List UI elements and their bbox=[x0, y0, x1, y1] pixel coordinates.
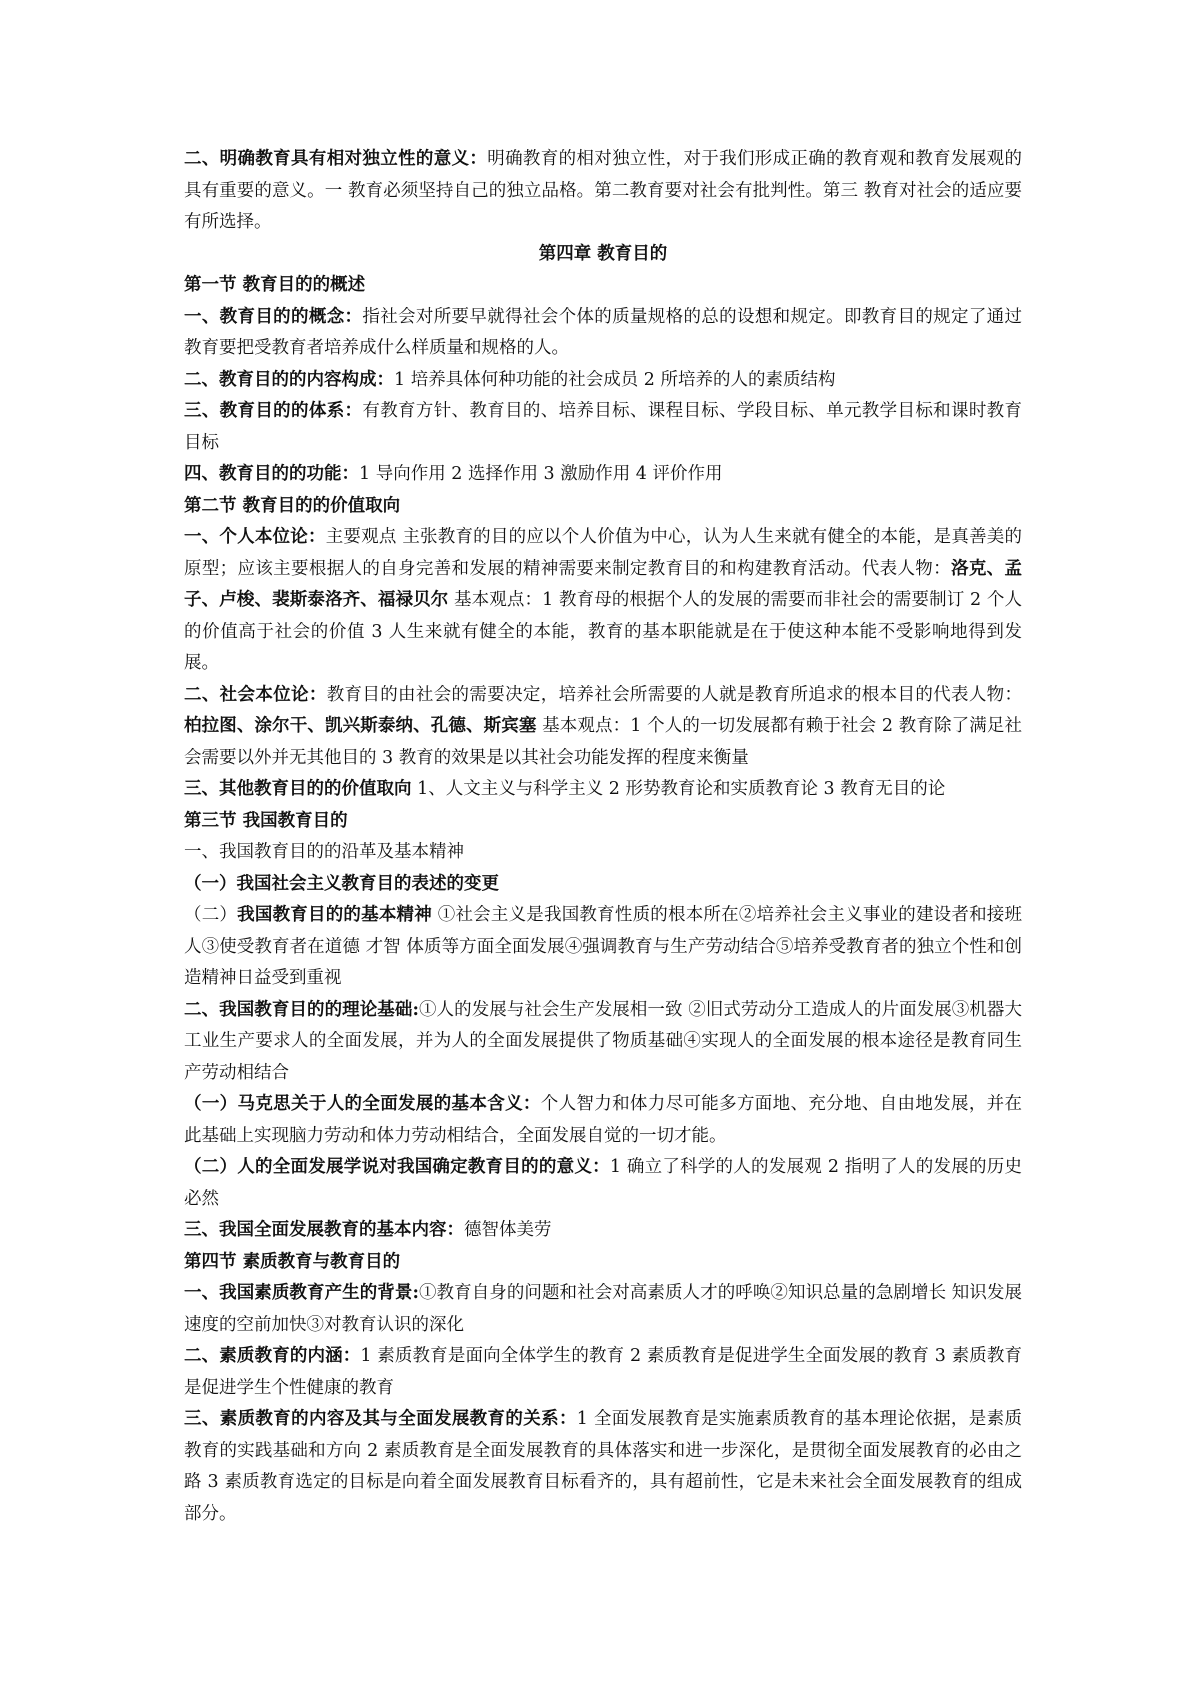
paragraph-other-orientations bbox=[184, 774, 1022, 806]
paragraph-marx-meaning bbox=[184, 1089, 1022, 1152]
section-title-text: 第三节 我国教育目的 bbox=[184, 810, 348, 831]
heading-label: 我国教育目的的基本精神 bbox=[237, 905, 432, 925]
heading-label: 三、教育目的的体系： bbox=[184, 401, 363, 421]
heading-label: 三、素质教育的内容及其与全面发展教育的关系： bbox=[184, 1409, 577, 1429]
body-text: 指社会对所要早就得社会个体的质量规格的总的设想和规定。即教育目的规定了通过教育要把受教育者培养成什么样质量和规格的人。 bbox=[184, 306, 1023, 358]
heading-label: （二）人的全面发展学说对我国确定教育目的的意义： bbox=[184, 1157, 610, 1177]
paragraph-theoretical-basis bbox=[184, 995, 1022, 1090]
representatives: 洛克、孟子、卢梭、裴斯泰洛齐、福禄贝尔 bbox=[184, 558, 1023, 610]
paragraph-basic-content bbox=[184, 1215, 1022, 1247]
heading-label: 二、社会本位论： bbox=[184, 684, 327, 705]
list-marker: （二） bbox=[184, 905, 238, 925]
paragraph-quality-relation bbox=[184, 1404, 1022, 1530]
paragraph-quality-background bbox=[184, 1278, 1022, 1341]
chapter-title bbox=[184, 239, 1022, 271]
paragraph-social-standard bbox=[184, 680, 1022, 775]
body-text: ①人的发展与社会生产发展相一致 ②旧式劳动分工造成人的片面发展③机器大工业生产要求人的全面发展，并为人的全面发展提供了物质基础④实现人的全面发展的根本途径是教育同生产劳动相结合 bbox=[184, 999, 1022, 1083]
body-text: 1 培养具体何种功能的社会成员 2 所培养的人的素质结构 bbox=[394, 369, 836, 390]
paragraph-system bbox=[184, 396, 1022, 459]
paragraph-history bbox=[184, 837, 1022, 869]
paragraph-concept bbox=[184, 302, 1022, 365]
body-text: 1 素质教育是面向全体学生的教育 2 素质教育是促进学生全面发展的教育 3 素质教育是促进学生个性健康的教育 bbox=[184, 1346, 1023, 1398]
heading-label: 四、教育目的的功能： bbox=[184, 464, 359, 484]
section-title-4 bbox=[184, 1247, 1022, 1279]
heading-label: （一）马克思关于人的全面发展的基本含义： bbox=[184, 1094, 541, 1114]
subheading-text: （一）我国社会主义教育目的表述的变更 bbox=[184, 873, 499, 894]
paragraph-basic-spirit bbox=[184, 900, 1022, 995]
section-title-3 bbox=[184, 806, 1022, 838]
paragraph-functions bbox=[184, 459, 1022, 491]
heading-label: 二、我国教育目的的理论基础: bbox=[184, 999, 419, 1020]
paragraph-quality-connotation bbox=[184, 1341, 1022, 1404]
section-title-text: 第一节 教育目的的概述 bbox=[184, 275, 366, 295]
section-title-1 bbox=[184, 270, 1022, 302]
section-title-text: 第二节 教育目的的价值取向 bbox=[184, 495, 401, 516]
heading-label: 一、教育目的的概念： bbox=[184, 306, 363, 327]
section-title-2 bbox=[184, 491, 1022, 523]
body-text: 德智体美劳 bbox=[464, 1220, 552, 1240]
body-text: 个人智力和体力尽可能多方面地、充分地、自由地发展，并在此基础上实现脑力劳动和体力劳动相结合，全面发展自觉的一切才能。 bbox=[184, 1094, 1023, 1146]
heading-label: 二、明确教育具有相对独立性的意义： bbox=[184, 149, 488, 169]
body-text: 基本观点：1 教育母的根据个人的发展的需要而非社会的需要制订 2 个人的价值高于社会的价值 3 人生来就有健全的本能，教育的基本职能就是在于使这种本能不受影响地得到发展。 bbox=[184, 590, 1022, 673]
body-text: 有教育方针、教育目的、培养目标、课程目标、学段目标、单元教学目标和课时教育目标 bbox=[184, 401, 1023, 453]
paragraph-individual-standard bbox=[184, 522, 1022, 680]
paragraph-expression-change bbox=[184, 869, 1022, 901]
representatives: 柏拉图、涂尔干、凯兴斯泰纳、孔德、斯宾塞 bbox=[184, 716, 537, 736]
body-text: 主要观点 主张教育的目的应以个人价值为中心，认为人生来就有健全的本能，是真善美的原型；应该主要根据人的自身完善和发展的精神需要来制定教育目的和构建教育活动。代表人物： bbox=[184, 527, 1023, 579]
body-text: ①教育自身的问题和社会对高素质人才的呼唤②知识总量的急剧增长 知识发展速度的空前加快③对教育认识的深化 bbox=[184, 1283, 1022, 1335]
paragraph-independence-significance bbox=[184, 144, 1022, 239]
body-text: 1 确立了科学的人的发展观 2 指明了人的发展的历史必然 bbox=[184, 1157, 1022, 1209]
heading-label: 三、我国全面发展教育的基本内容： bbox=[184, 1220, 464, 1240]
body-text: 1、人文主义与科学主义 2 形势教育论和实质教育论 3 教育无目的论 bbox=[411, 779, 946, 799]
chapter-title-text: 第四章 教育目的 bbox=[538, 243, 668, 264]
body-text: 教育目的由社会的需要决定，培养社会所需要的人就是教育所追求的根本目的代表人物： bbox=[326, 684, 1023, 705]
paragraph-content-structure bbox=[184, 365, 1022, 397]
body-text: 1 导向作用 2 选择作用 3 激励作用 4 评价作用 bbox=[359, 464, 723, 484]
heading-label: 三、其他教育目的的价值取向 bbox=[184, 779, 412, 799]
heading-label: 二、教育目的的内容构成： bbox=[184, 369, 394, 390]
body-text: 1 全面发展教育是实施素质教育的基本理论依据，是素质教育的实践基础和方向 2 素质教育是全面发展教育的具体落实和进一步深化，是贯彻全面发展教育的必由之路 3 素质教育选定的目标是向着全面发展教育目标看齐的，具有超前性，它是未来社会全面发展教育的组成部分。 bbox=[184, 1409, 1022, 1524]
body-text: ①社会主义是我国教育性质的根本所在②培养社会主义事业的建设者和接班人③使受教育者在道德 才智 体质等方面全面发展④强调教育与生产劳动结合⑤培养受教育者的独立个性和创造精神日益受到重视 bbox=[184, 905, 1023, 988]
heading-label: 一、我国素质教育产生的背景: bbox=[184, 1283, 419, 1303]
body-text: 一、我国教育目的的沿革及基本精神 bbox=[184, 842, 464, 862]
heading-label: 一、个人本位论： bbox=[184, 527, 326, 547]
paragraph-theory-significance bbox=[184, 1152, 1022, 1215]
heading-label: 二、素质教育的内涵： bbox=[184, 1346, 361, 1366]
body-text: 基本观点：1 个人的一切发展都有赖于社会 2 教育除了满足社会需要以外并无其他目的 3 教育的效果是以其社会功能发挥的程度来衡量 bbox=[184, 716, 1022, 768]
section-title-text: 第四节 素质教育与教育目的 bbox=[184, 1251, 401, 1272]
body-text: 明确教育的相对独立性，对于我们形成正确的教育观和教育发展观的具有重要的意义。一 教育必须坚持自己的独立品格。第二教育要对社会有批判性。第三 教育对社会的适应要有所选择。 bbox=[184, 149, 1023, 232]
